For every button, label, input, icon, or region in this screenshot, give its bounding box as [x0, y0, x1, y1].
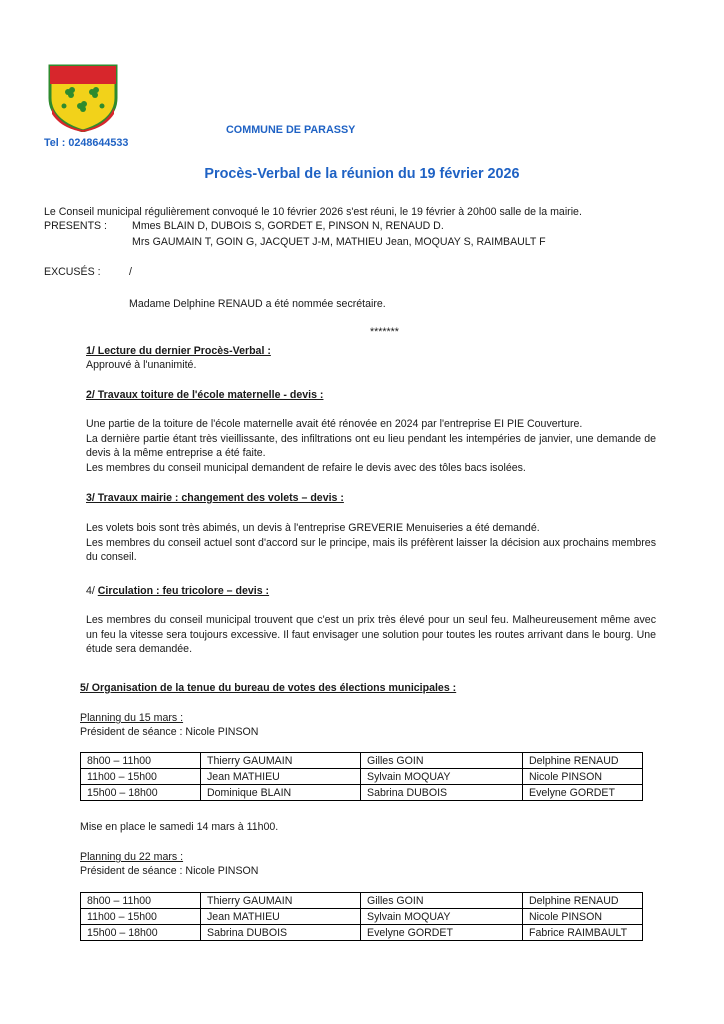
section-2-body [86, 417, 656, 475]
table-cell: 8h00 – 11h00 [81, 753, 201, 769]
table-row [81, 753, 643, 769]
table-cell: Sylvain MOQUAY [361, 769, 523, 785]
table-cell: 11h00 – 15h00 [81, 909, 201, 925]
table-cell: 15h00 – 18h00 [81, 785, 201, 801]
commune-crest-logo [46, 64, 120, 132]
table-cell: Sylvain MOQUAY [361, 909, 523, 925]
section-2-paragraph: Une partie de la toiture de l'école maternelle avait été rénovée en 2024 par l'entreprise EI PIE Couverture. [86, 418, 583, 430]
table-row [81, 925, 643, 941]
table-cell: Sabrina DUBOIS [361, 785, 523, 801]
planning-1-table [80, 752, 643, 801]
secretary-text: Madame Delphine RENAUD a été nommée secrétaire. [129, 298, 386, 310]
phone-number: Tel : 0248644533 [44, 137, 129, 149]
planning-2-president: Président de séance : Nicole PINSON [80, 865, 259, 877]
section-3-paragraph: Les volets bois sont très abimés, un devis à l'entreprise GREVERIE Menuiseries a été demandé. [86, 522, 540, 534]
planning-2-title: Planning du 22 mars : [80, 851, 184, 863]
table-row [81, 909, 643, 925]
section-2-title: 2/ Travaux toiture de l'école maternelle - devis : [86, 389, 324, 401]
excuses-value: / [129, 266, 132, 278]
table-cell: Nicole PINSON [523, 909, 643, 925]
section-2-paragraph: La dernière partie étant très vieillissante, des infiltrations ont eu lieu pendant les intempéries de janvier, une demande de devis à la même entreprise a été faite. [86, 432, 656, 459]
planning-2-table [80, 892, 643, 941]
convocation-text: Le Conseil municipal régulièrement convoqué le 10 février 2026 s'est réuni, le 19 février à 20h00 salle de la mairie. [44, 206, 582, 218]
table-cell: Gilles GOIN [361, 893, 523, 909]
presents-women: Mmes BLAIN D, DUBOIS S, GORDET E, PINSON N, RENAUD D. [132, 220, 444, 232]
section-3-title: 3/ Travaux mairie : changement des volets – devis : [86, 492, 344, 504]
section-4-heading [86, 584, 269, 598]
planning-1-title: Planning du 15 mars : [80, 712, 184, 724]
table-cell: Delphine RENAUD [523, 753, 643, 769]
presents-men: Mrs GAUMAIN T, GOIN G, JACQUET J-M, MATHIEU Jean, MOQUAY S, RAIMBAULT F [132, 236, 546, 248]
excuses-label: EXCUSÉS : [44, 266, 101, 278]
planning-1-note: Mise en place le samedi 14 mars à 11h00. [80, 821, 279, 833]
table-cell: 15h00 – 18h00 [81, 925, 201, 941]
table-cell: Sabrina DUBOIS [201, 925, 361, 941]
commune-name: COMMUNE DE PARASSY [226, 124, 356, 136]
section-1-title: 1/ Lecture du dernier Procès-Verbal : [86, 345, 271, 357]
table-cell: Thierry GAUMAIN [201, 753, 361, 769]
section-4-paragraph: Les membres du conseil municipal trouvent que c'est un prix très élevé pour un seul feu. Malheureusement même avec un feu la vitesse sera toujours excessive. Il faut envisager une solution pour toutes les routes arrivant dans le bourg. Une étude sera demandée. [86, 614, 656, 655]
table-cell: Jean MATHIEU [201, 909, 361, 925]
table-cell: Evelyne GORDET [361, 925, 523, 941]
table-row [81, 893, 643, 909]
table-cell: Dominique BLAIN [201, 785, 361, 801]
table-row [81, 785, 643, 801]
table-cell: 8h00 – 11h00 [81, 893, 201, 909]
table-cell: Fabrice RAIMBAULT [523, 925, 643, 941]
table-cell: Gilles GOIN [361, 753, 523, 769]
section-3-paragraph: Les membres du conseil actuel sont d'accord sur le principe, mais ils préfèrent laisser la décision aux prochains membres du conseil. [86, 536, 656, 563]
table-cell: Evelyne GORDET [523, 785, 643, 801]
section-1-text: Approuvé à l'unanimité. [86, 359, 197, 371]
table-cell: Jean MATHIEU [201, 769, 361, 785]
section-2-paragraph: Les membres du conseil municipal demandent de refaire le devis avec des tôles bacs isolées. [86, 461, 526, 474]
separator: ******* [370, 326, 399, 338]
section-4-number: 4/ [86, 585, 98, 597]
planning-1-president: Président de séance : Nicole PINSON [80, 726, 259, 738]
section-4-title: Circulation : feu tricolore – devis : [97, 585, 270, 597]
table-cell: Nicole PINSON [523, 769, 643, 785]
section-5-title: 5/ Organisation de la tenue du bureau de votes des élections municipales : [80, 682, 457, 694]
table-cell: Delphine RENAUD [523, 893, 643, 909]
section-3-body [86, 521, 656, 565]
table-row [81, 769, 643, 785]
table-cell: Thierry GAUMAIN [201, 893, 361, 909]
presents-label: PRESENTS : [44, 220, 107, 232]
table-cell: 11h00 – 15h00 [81, 769, 201, 785]
document-title: Procès-Verbal de la réunion du 19 février 2026 [204, 166, 520, 182]
